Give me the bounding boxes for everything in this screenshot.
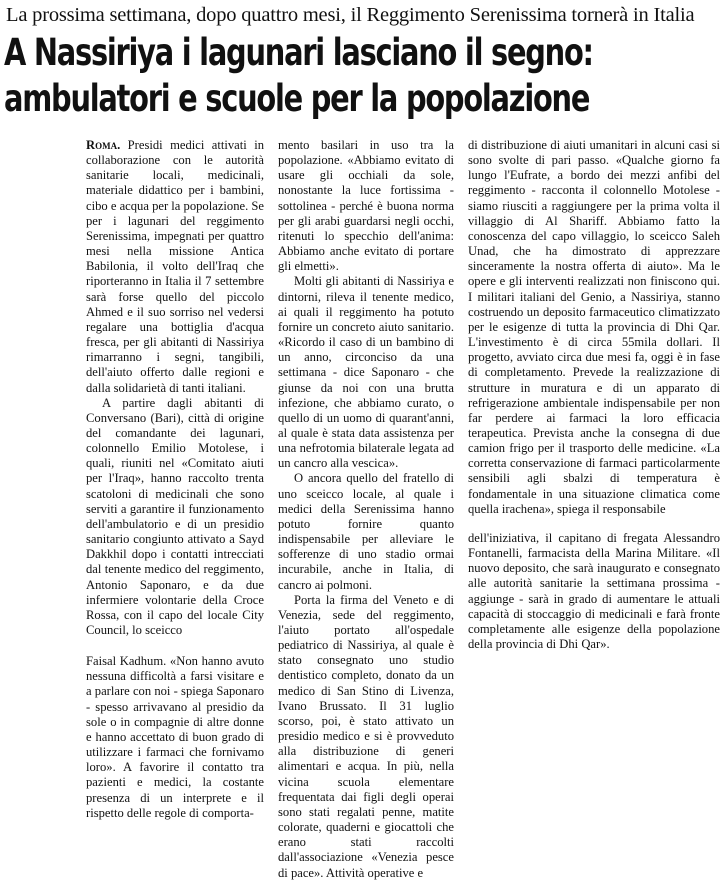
paragraph: Faisal Kadhum. «Non hanno avuto nessuna difficoltà a farsi visitare e a parlare con noi - spiega Saponaro - spesso arrivavano al presidio da sole o in compagnie di altre donne e hanno accettato di buon grado di utilizzare i farmaci che fornivamo loro». A favorire il contatto tra pazienti e medici, la costante presenza di un interprete e il rispetto delle regole di comporta-	[86, 654, 264, 820]
paragraph: Porta la firma del Veneto e di Venezia, sede del reggimento, l'aiuto portato all'ospedale pediatrico di Nassiriya, al quale è stato consegnato uno studio dentistico completo, donato da un medico di San Stino di Livenza, Ivano Brussato. Il 31 luglio scorso, poi, è stato attivato un presidio medico e si è provveduto alla distribuzione di generi alimentari e acqua. In più, nella vicina scuola elementare frequentata dai figli degli operai sono stati regalati penne, matite colorate, quaderni e giocattoli che erano stati raccolti dall'associazione «Venezia pesce di pace». Attività operative e	[278, 592, 454, 880]
headline	[4, 30, 593, 122]
column-1	[86, 138, 264, 820]
kicker: La prossima settimana, dopo quattro mesi, il Reggimento Serenissima tornerà in Italia	[6, 4, 695, 26]
paragraph: di distribuzione di aiuti umanitari in alcuni casi si sono svolte di pari passo. «Qualche giorno fa lungo l'Eufrate, a bordo dei mezzi anfibi del reggimento - racconta il colonnello Motolese - siamo riusciti a raggiungere per la prima volta il villaggio di Al Shariff. Abbiamo fatto la conoscenza del capo villaggio, lo sceicco Saleh Unad, che ha dimostrato di apprezzare sinceramente la nostra offerta di aiuto». Ma le opere e gli interventi realizzati non finiscono qui. I militari italiani del Genio, a Nassiriya, stanno costruendo un deposito farmaceutico climatizzato per le esigenze di tutta la provincia di Dhi Qar. L'investimento è di circa 55mila dollari. Il progetto, avviato circa due mesi fa, oggi è in fase di completamento. Prevede la realizzazione di strutture in muratura e di un apparato di refrigerazione ambientale indispensabile per non far perdere ai farmaci la loro efficacia terapeutica. Prevista anche la consegna di due camion frigo per il trasporto delle medicine. «La corretta conservazione di farmaci particolarmente sensibili agli sbalzi di temperatura è fondamentale in una situazione climatica come quella irachena», spiega il responsabile	[468, 138, 720, 516]
dateline: Roma.	[86, 138, 121, 152]
paragraph: Roma. Presidi medici attivati in collaborazione con le autorità sanitarie locali, medicinali, materiale didattico per i bambini, cibo e acqua per la popolazione. Se per i lagunari del reggimento Serenissima, impegnati per quattro mesi nella missione Antica Babilonia, il volto dell'Iraq che riporteranno in Italia il 7 settembre sarà forse quello del piccolo Ahmed e il suo sorriso nel vedersi regalare una bottiglia d'acqua fresca, per gli abitanti di Nassiriya rimarranno i segni, tangibili, dell'aiuto offerto dalle regioni e dalla solidarietà di tanti italiani.	[86, 138, 264, 395]
headline-line-1: A Nassiriya i lagunari lasciano il segno:	[4, 31, 593, 74]
headline-line-2: ambulatori e scuole per la popolazione	[4, 77, 590, 120]
paragraph: A partire dagli abitanti di Conversano (Bari), città di origine del comandante dei lagunari, colonnello Emilio Motolese, i quali, riuniti nel «Comitato aiuti per l'Iraq», hanno raccolto trenta scatoloni di medicinali che sono serviti a garantire il funzionamento dell'ambulatorio e di un presidio sanitario congiunto attivato a Sayd Dakkhil dopo i contatti intrecciati dal tenente medico del reggimento, Antonio Saponaro, e da due infermiere volontarie della Croce Rossa, con il capo del locale City Council, lo sceicco	[86, 395, 264, 637]
column-2	[278, 138, 454, 880]
paragraph: mento basilari in uso tra la popolazione. «Abbiamo evitato di usare gli occhiali da sole, nonostante la luce fortissima - sottolinea - perché è buona norma per gli arabi guardarsi negli occhi, ritenuti lo specchio dell'anima: Abbiamo anche evitato di portare gli elmetti».	[278, 138, 454, 274]
paragraph: dell'iniziativa, il capitano di fregata Alessandro Fontanelli, farmacista della Marina Militare. «Il nuovo deposito, che sarà inaugurato e consegnato alle autorità sanitarie la settimana prossima - aggiunge - sarà in grado di aumentare le attuali capacità di stoccaggio di medicinali e farà fronte completamente alle esigenze della popolazione della provincia di Dhi Qar».	[468, 530, 720, 651]
paragraph: Molti gli abitanti di Nassiriya e dintorni, rileva il tenente medico, ai quali il reggimento ha potuto fornire un concreto aiuto sanitario. «Ricordo il caso di un bambino di un anno, circonciso da una settimana - dice Saponaro - che giunse da noi con una brutta infezione, che abbiamo curato, o quello di un uomo di quarant'anni, al quale è stata data assistenza per una nefrotomia bilaterale legata ad un cancro alla vescica».	[278, 274, 454, 471]
paragraph: O ancora quello del fratello di uno sceicco locale, al quale i medici della Serenissima hanno potuto fornire quanto indispensabile per alleviare le sofferenze di uno stadio ormai incurabile, anche in Italia, di cancro ai polmoni.	[278, 471, 454, 592]
article-body	[86, 138, 720, 880]
column-3	[468, 138, 720, 778]
